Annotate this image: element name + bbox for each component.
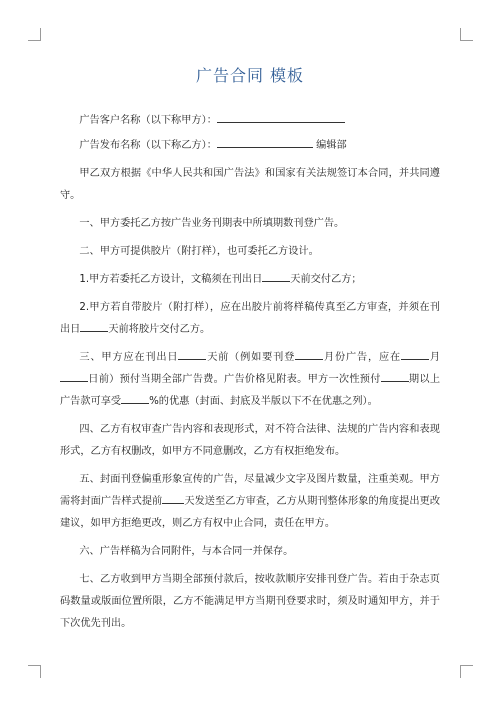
day-blank-deadline[interactable] bbox=[60, 369, 88, 382]
clause-3-text-e: 日前）预付当期全部广告费。广告价格见附表。甲方一次性预付 bbox=[88, 374, 381, 385]
days-blank-prepay[interactable] bbox=[178, 347, 206, 360]
clause-7: 七、乙方收到甲方当期全部预付款后，按收款顺序安排刊登广告。若由于杂志页码数量或版面位置所限，乙方不能满足甲方当期刊登要求时，须及时通知甲方，并于下次优先刊出。 bbox=[60, 574, 440, 629]
clause-2-item-1 bbox=[60, 269, 440, 291]
crop-mark-bottom-left bbox=[28, 665, 41, 678]
client-name-label: 广告客户名称（以下称甲方）： bbox=[79, 115, 217, 126]
clause-6: 六、广告样稿为合同附件，与本合同一并保存。 bbox=[79, 546, 294, 557]
clause-3-text-a: 三、甲方应在刊出日 bbox=[79, 352, 179, 363]
issues-blank[interactable] bbox=[381, 369, 409, 382]
month-blank-deadline[interactable] bbox=[401, 347, 429, 360]
publisher-name-line bbox=[60, 135, 440, 157]
clause-3-text-d: 月 bbox=[429, 352, 440, 363]
clause-3-text-f: 期以上广告款可享受 bbox=[60, 374, 441, 407]
days-blank-cover[interactable] bbox=[162, 491, 184, 504]
days-blank-film[interactable] bbox=[80, 319, 108, 332]
publisher-name-blank[interactable] bbox=[217, 135, 313, 148]
document-title: 广告合同 模板 bbox=[195, 66, 305, 85]
client-name-blank[interactable] bbox=[217, 110, 345, 123]
clause-5-text-a: 五、封面刊登偏重形象宣传的广告，尽量减少文字及图片数量，注重美观。甲方需将封面广告样式提前 bbox=[60, 474, 440, 507]
days-blank-design[interactable] bbox=[262, 269, 290, 282]
month-blank-publish[interactable] bbox=[295, 347, 323, 360]
clause-2-item-1-text-a: 1.甲方若委托乙方设计，文稿须在刊出日 bbox=[79, 274, 263, 285]
intro-paragraph: 甲乙双方根据《中华人民共和国广告法》和国家有关法规签订本合同，并共同遵守。 bbox=[60, 168, 440, 201]
clause-2-item-2-text-a: 2.甲方若自带胶片（附打样），应在出胶片前将样稿传真至乙方审查，并须在刊出日 bbox=[60, 302, 440, 335]
clause-3-text-b: 天前（例如要刊登 bbox=[206, 352, 296, 363]
publisher-name-suffix: 编辑部 bbox=[316, 140, 347, 151]
clause-2-item-2 bbox=[60, 297, 440, 341]
publisher-name-label: 广告发布名称（以下称乙方）： bbox=[79, 140, 217, 151]
crop-mark-top-left bbox=[28, 28, 41, 41]
clause-2: 二、甲方可提供胶片（附打样），也可委托乙方设计。 bbox=[79, 246, 319, 257]
clause-3-text-c: 月份广告，应在 bbox=[323, 352, 401, 363]
crop-mark-bottom-right bbox=[460, 665, 473, 678]
client-name-line bbox=[60, 110, 440, 132]
clause-1: 一、甲方委托乙方按广告业务刊期表中所填期数刊登广告。 bbox=[79, 218, 345, 229]
clause-3 bbox=[60, 347, 440, 413]
crop-mark-top-right bbox=[460, 28, 473, 41]
clause-2-item-2-text-b: 天前将胶片交付乙方。 bbox=[108, 324, 211, 335]
clause-5 bbox=[60, 469, 440, 535]
clause-2-item-1-text-b: 天前交付乙方； bbox=[290, 274, 362, 285]
clause-5-text-b: 天发送至乙方审查，乙方从期刊整体形象的角度提出更改建议，如甲方拒绝更改，则乙方有权中止合同，责任在甲方。 bbox=[60, 496, 441, 529]
document-body bbox=[60, 110, 440, 641]
discount-blank[interactable] bbox=[121, 391, 149, 404]
clause-3-text-g: %的优惠（封面、封底及半版以下不在优惠之列）。 bbox=[149, 396, 378, 407]
clause-4: 四、乙方有权审查广告内容和表现形式，对不符合法律、法规的广告内容和表现形式，乙方有权删改，如甲方不同意删改，乙方有权拒绝发布。 bbox=[60, 424, 440, 457]
